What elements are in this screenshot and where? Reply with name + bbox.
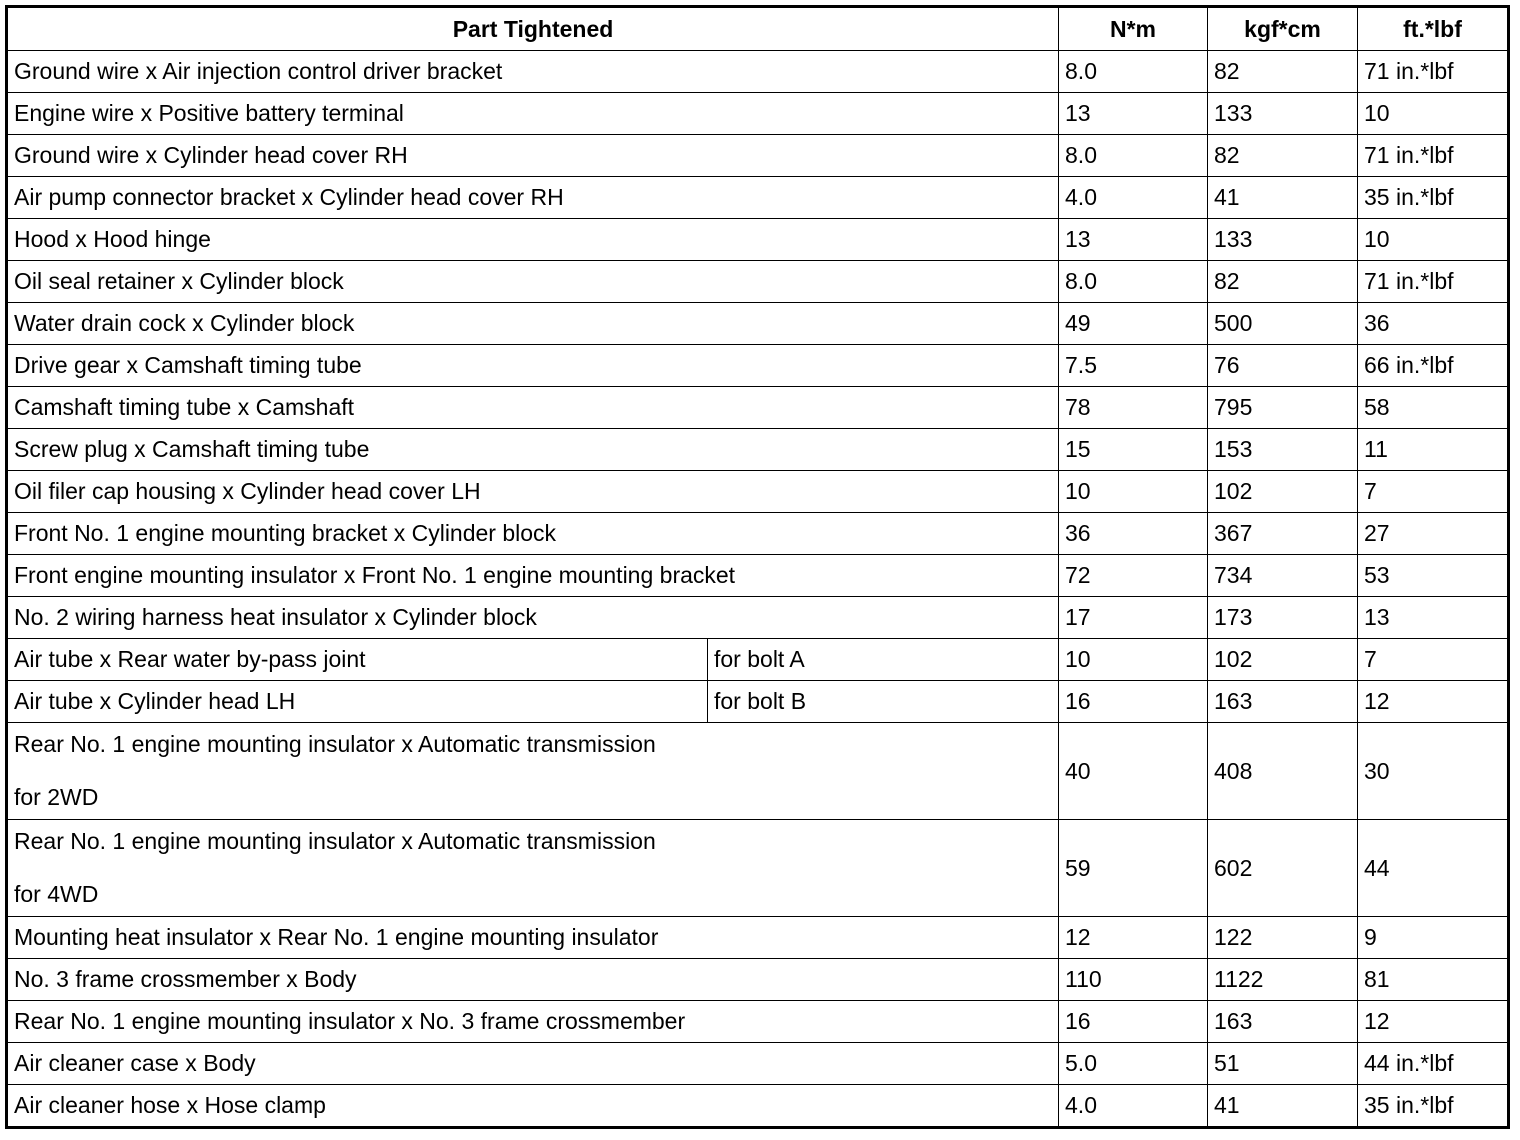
nm-cell: 78 [1059,387,1208,429]
kgfcm-cell: 602 [1208,820,1358,917]
nm-cell: 8.0 [1059,135,1208,177]
nm-cell: 10 [1059,471,1208,513]
ftlbf-cell: 13 [1358,597,1509,639]
part-cell [7,820,1059,917]
part-cell: No. 2 wiring harness heat insulator x Cylinder block [7,597,1059,639]
kgfcm-cell: 82 [1208,261,1358,303]
part-cell: Rear No. 1 engine mounting insulator x No. 3 frame crossmember [7,1001,1059,1043]
header-kgfcm: kgf*cm [1208,7,1358,51]
table-row [7,261,1509,303]
part-cell: Air cleaner hose x Hose clamp [7,1085,1059,1128]
table-row [7,917,1509,959]
kgfcm-cell: 173 [1208,597,1358,639]
part-text: Rear No. 1 engine mounting insulator x Automatic transmission [14,828,656,854]
ftlbf-cell: 58 [1358,387,1509,429]
table-header-row [7,7,1509,51]
kgfcm-cell: 102 [1208,471,1358,513]
kgfcm-cell: 82 [1208,51,1358,93]
part-cell: Water drain cock x Cylinder block [7,303,1059,345]
ftlbf-cell: 44 [1358,820,1509,917]
nm-cell: 36 [1059,513,1208,555]
bolt-note-cell: for bolt B [708,681,1059,723]
kgfcm-cell: 153 [1208,429,1358,471]
nm-cell: 110 [1059,959,1208,1001]
kgfcm-cell: 102 [1208,639,1358,681]
part-cell: Ground wire x Cylinder head cover RH [7,135,1059,177]
nm-cell: 7.5 [1059,345,1208,387]
table-row [7,93,1509,135]
table-row [7,820,1509,917]
kgfcm-cell: 163 [1208,681,1358,723]
table-row [7,303,1509,345]
nm-cell: 12 [1059,917,1208,959]
table-row [7,135,1509,177]
nm-cell: 8.0 [1059,261,1208,303]
part-cell: Oil filer cap housing x Cylinder head cover LH [7,471,1059,513]
ftlbf-cell: 30 [1358,723,1509,820]
table-row [7,345,1509,387]
nm-cell: 16 [1059,1001,1208,1043]
table-row [7,723,1509,820]
nm-cell: 15 [1059,429,1208,471]
part-cell: No. 3 frame crossmember x Body [7,959,1059,1001]
part-text: Rear No. 1 engine mounting insulator x Automatic transmission [14,731,656,757]
ftlbf-cell: 11 [1358,429,1509,471]
kgfcm-cell: 795 [1208,387,1358,429]
nm-cell: 59 [1059,820,1208,917]
part-cell: Engine wire x Positive battery terminal [7,93,1059,135]
part-cell: Air cleaner case x Body [7,1043,1059,1085]
kgfcm-cell: 734 [1208,555,1358,597]
torque-spec-table [5,5,1510,1129]
table-row [7,555,1509,597]
header-ftlbf: ft.*lbf [1358,7,1509,51]
kgfcm-cell: 41 [1208,177,1358,219]
part-cell [7,723,1059,820]
ftlbf-cell: 7 [1358,471,1509,513]
nm-cell: 13 [1059,93,1208,135]
ftlbf-cell: 7 [1358,639,1509,681]
kgfcm-cell: 51 [1208,1043,1358,1085]
part-cell: Screw plug x Camshaft timing tube [7,429,1059,471]
table-row [7,597,1509,639]
table-row [7,681,1509,723]
kgfcm-cell: 76 [1208,345,1358,387]
ftlbf-cell: 9 [1358,917,1509,959]
header-part-tightened: Part Tightened [7,7,1059,51]
table-row [7,639,1509,681]
table-row [7,387,1509,429]
nm-cell: 16 [1059,681,1208,723]
nm-cell: 10 [1059,639,1208,681]
ftlbf-cell: 44 in.*lbf [1358,1043,1509,1085]
variant-text: for 2WD [14,784,99,810]
table-row [7,513,1509,555]
part-cell: Air tube x Cylinder head LH [7,681,708,723]
ftlbf-cell: 53 [1358,555,1509,597]
kgfcm-cell: 82 [1208,135,1358,177]
nm-cell: 4.0 [1059,177,1208,219]
variant-text: for 4WD [14,881,99,907]
ftlbf-cell: 10 [1358,219,1509,261]
nm-cell: 40 [1059,723,1208,820]
part-cell: Air pump connector bracket x Cylinder head cover RH [7,177,1059,219]
kgfcm-cell: 163 [1208,1001,1358,1043]
ftlbf-cell: 71 in.*lbf [1358,261,1509,303]
part-cell: Oil seal retainer x Cylinder block [7,261,1059,303]
kgfcm-cell: 500 [1208,303,1358,345]
kgfcm-cell: 1122 [1208,959,1358,1001]
nm-cell: 13 [1059,219,1208,261]
ftlbf-cell: 81 [1358,959,1509,1001]
part-cell: Camshaft timing tube x Camshaft [7,387,1059,429]
part-cell: Front engine mounting insulator x Front No. 1 engine mounting bracket [7,555,1059,597]
bolt-note-cell: for bolt A [708,639,1059,681]
part-cell: Ground wire x Air injection control driver bracket [7,51,1059,93]
table-row [7,219,1509,261]
ftlbf-cell: 66 in.*lbf [1358,345,1509,387]
kgfcm-cell: 122 [1208,917,1358,959]
ftlbf-cell: 71 in.*lbf [1358,135,1509,177]
kgfcm-cell: 408 [1208,723,1358,820]
table-row [7,1001,1509,1043]
kgfcm-cell: 133 [1208,219,1358,261]
ftlbf-cell: 27 [1358,513,1509,555]
ftlbf-cell: 35 in.*lbf [1358,1085,1509,1128]
part-cell: Hood x Hood hinge [7,219,1059,261]
table-row [7,429,1509,471]
ftlbf-cell: 10 [1358,93,1509,135]
table-row [7,51,1509,93]
part-cell: Drive gear x Camshaft timing tube [7,345,1059,387]
table-row [7,1085,1509,1128]
table-row [7,1043,1509,1085]
kgfcm-cell: 41 [1208,1085,1358,1128]
table-row [7,959,1509,1001]
ftlbf-cell: 36 [1358,303,1509,345]
ftlbf-cell: 71 in.*lbf [1358,51,1509,93]
nm-cell: 4.0 [1059,1085,1208,1128]
nm-cell: 17 [1059,597,1208,639]
ftlbf-cell: 35 in.*lbf [1358,177,1509,219]
ftlbf-cell: 12 [1358,681,1509,723]
kgfcm-cell: 133 [1208,93,1358,135]
ftlbf-cell: 12 [1358,1001,1509,1043]
table-row [7,471,1509,513]
part-cell: Mounting heat insulator x Rear No. 1 engine mounting insulator [7,917,1059,959]
nm-cell: 5.0 [1059,1043,1208,1085]
table-row [7,177,1509,219]
nm-cell: 72 [1059,555,1208,597]
header-nm: N*m [1059,7,1208,51]
kgfcm-cell: 367 [1208,513,1358,555]
part-cell: Air tube x Rear water by-pass joint [7,639,708,681]
part-cell: Front No. 1 engine mounting bracket x Cylinder block [7,513,1059,555]
nm-cell: 8.0 [1059,51,1208,93]
nm-cell: 49 [1059,303,1208,345]
